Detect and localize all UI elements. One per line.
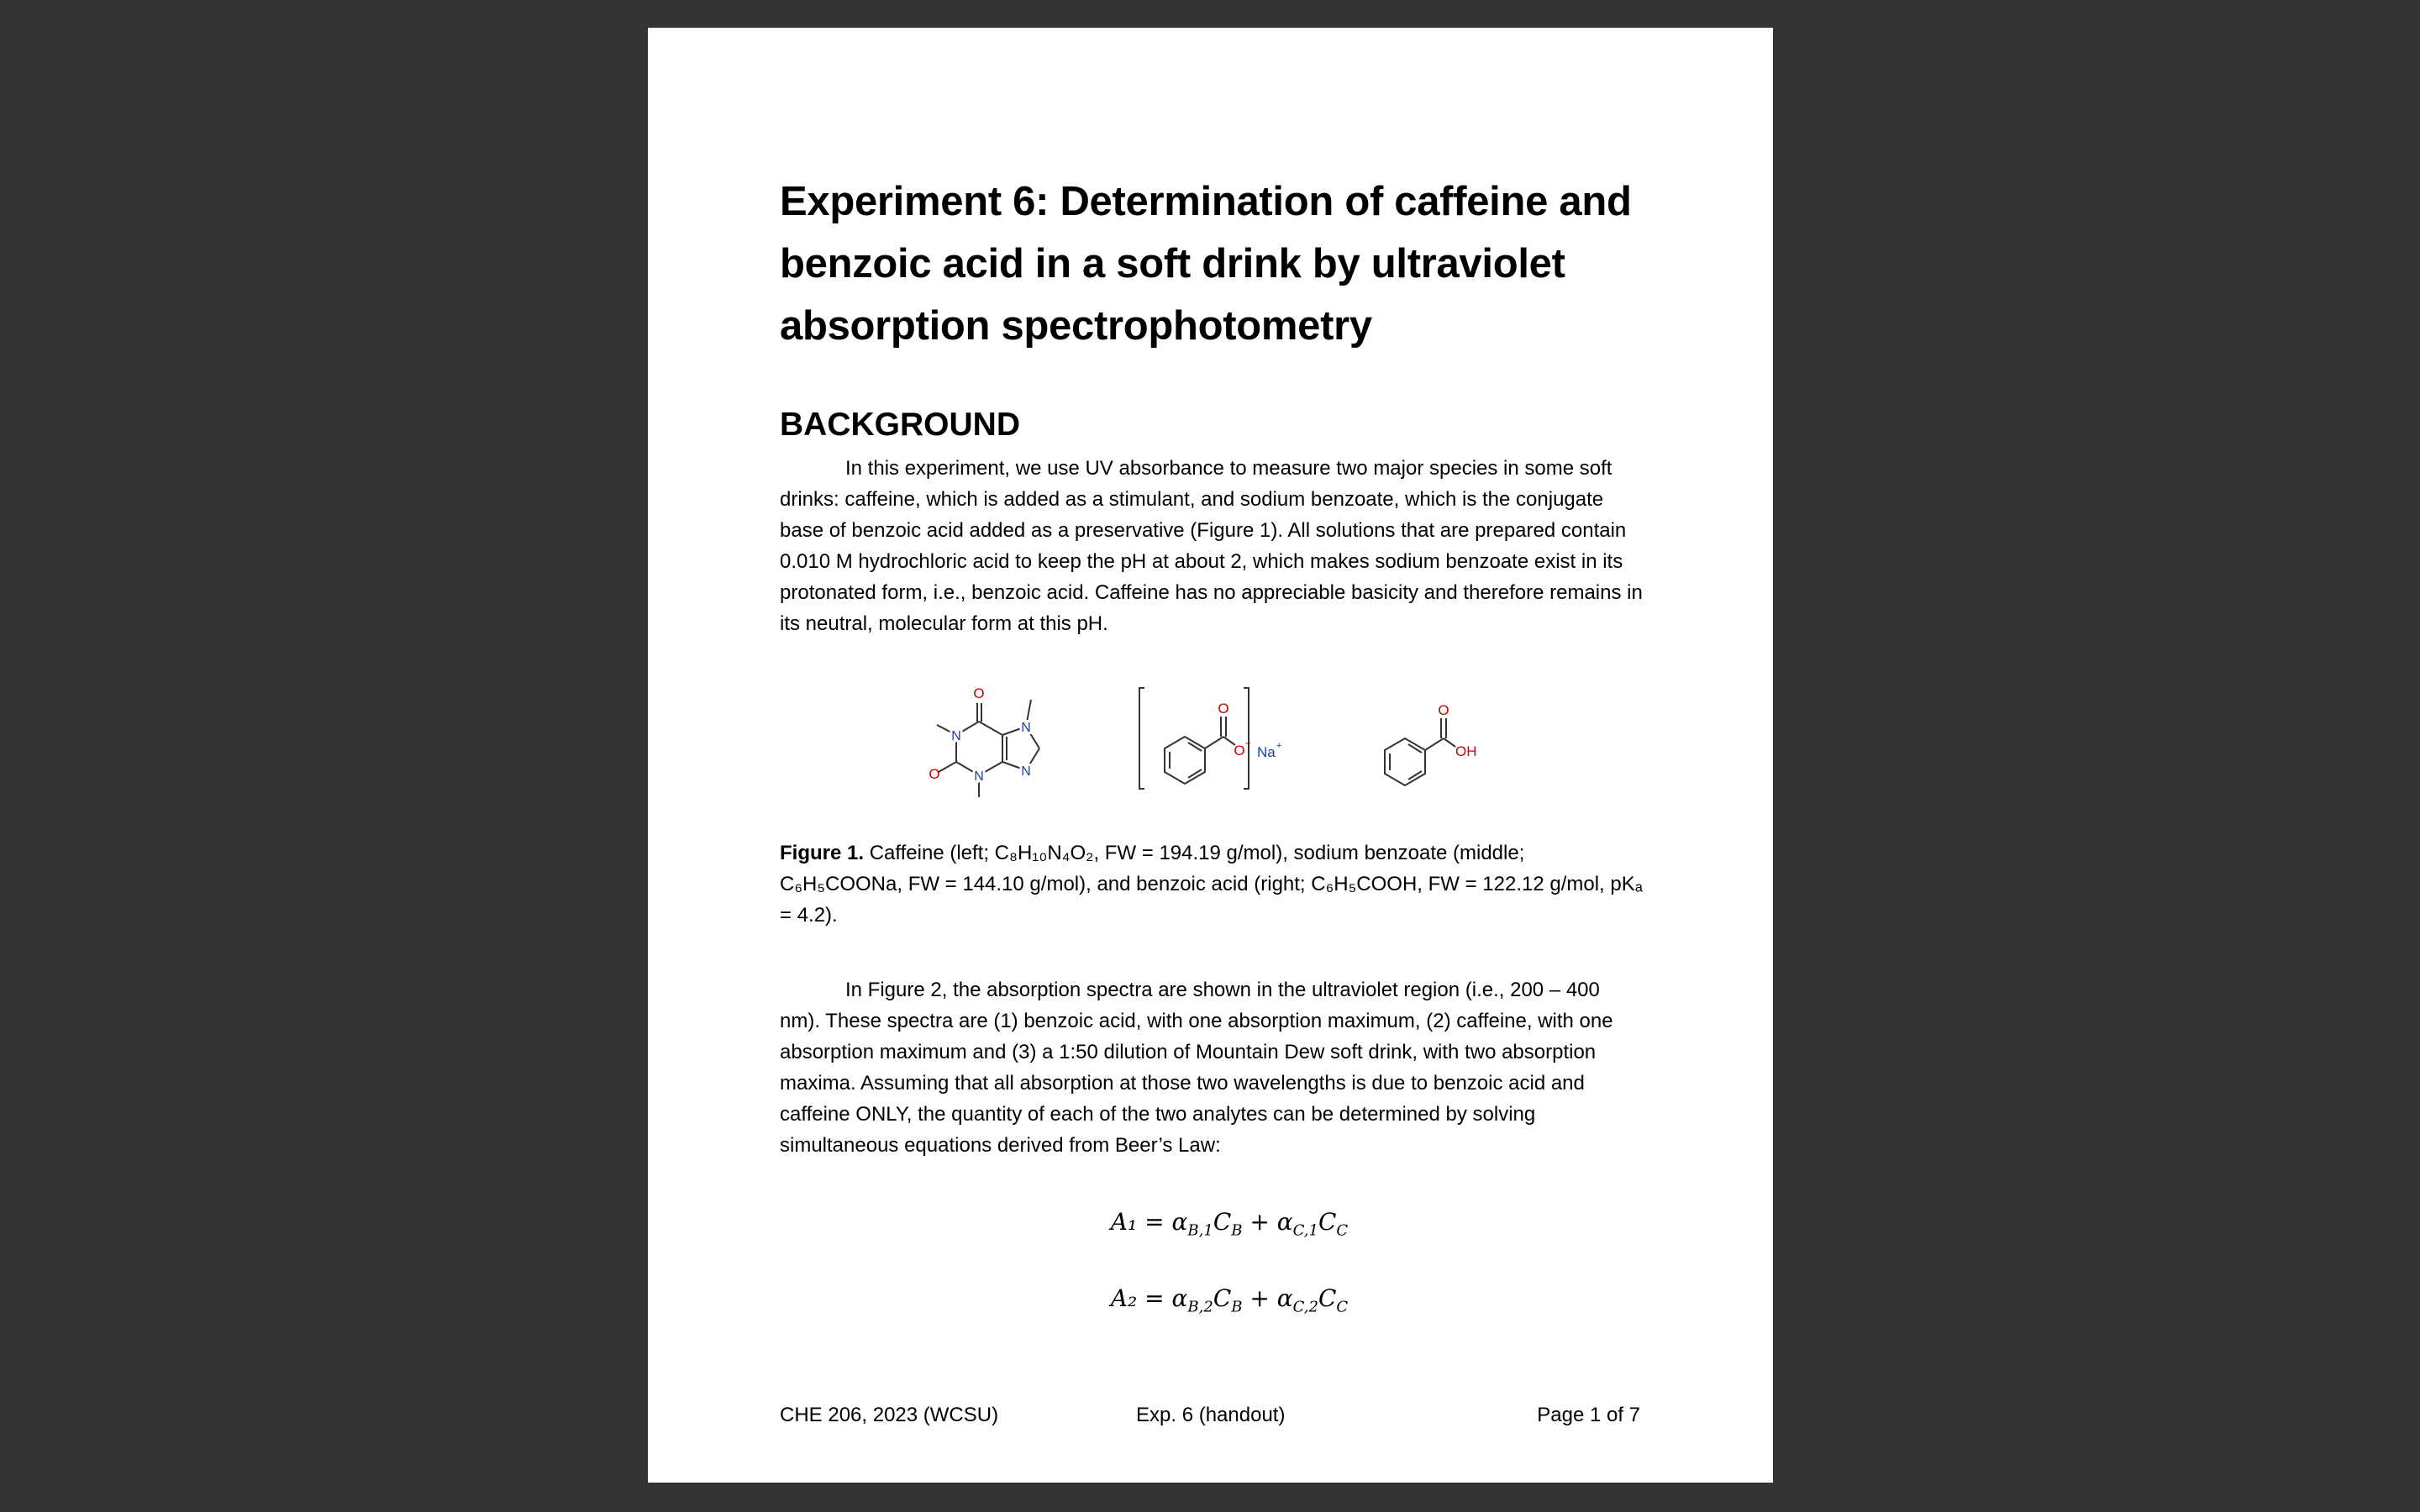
figure-1-caption-label: Figure 1. [780,842,865,864]
caffeine-nitrogen-1: N [951,729,961,743]
figure-1-structures [780,680,1645,829]
background-paragraph-1: In this experiment, we use UV absorbance to measure two major species in some soft drinks: caffeine, which is added as a stimulant, and sodium benzoate, which is the conjugate base of benzoic acid added as a preservative (Figure 1). All solutions that are prepared contain 0.010 M hydrochloric acid to keep the pH at about 2, which makes sodium benzoate exist in its protonated form, i.e., benzoic acid. Caffeine has no appreciable basicity and therefore remains in its neutral, molecular form at this pH. [780,457,1643,635]
section-heading-background: BACKGROUND [780,407,1020,443]
caffeine-nitrogen-9: N [1021,764,1031,779]
benzoic-acid-structure [1360,680,1494,829]
caffeine-structure [927,680,1078,829]
background-paragraph-2: In Figure 2, the absorption spectra are shown in the ultraviolet region (i.e., 200 – 400 nm). These spectra are (1) benzoic acid, with one absorption maximum, (2) caffeine, with one absorption maximum and (3) a 1:50 dilution of Mountain Dew soft drink, with two absorption maxima. Assuming that all absorption at those two wavelengths is due to benzoic acid and caffeine ONLY, the quantity of each of the two analytes can be determined by solving simultaneous equations derived from Beer’s Law: [780,979,1613,1157]
benzoate-oxygen-anion: O [1234,743,1245,759]
sodium-ion-charge: + [1276,741,1282,751]
page-content [780,171,1645,1360]
figure-1-caption-text: Caffeine (left; C₈H₁₀N₄O₂, FW = 194.19 g/mol), sodium benzoate (middle; C₆H₅COONa, FW = 144.10 g/mol), and benzoic acid (right; C₆H₅COOH, FW = 122.12 g/mol, pKₐ = 4.2). [780,842,1643,927]
benzoate-oxygen-carbonyl: O [1218,701,1229,717]
document-title: Experiment 6: Determination of caffeine and benzoic acid in a soft drink by ultraviolet absorption spectrophotometry [780,179,1632,349]
footer-course: CHE 206, 2023 (WCSU) [780,1404,999,1426]
equation-1: $A_1 = \alpha_{B,1}C_B + \alpha_{C,1}C_C$ [1110,1208,1349,1240]
caffeine-nitrogen-7: N [1021,721,1031,735]
caffeine-oxygen-left: O [929,766,940,782]
footer-page-number: Page 1 of 7 [1537,1404,1640,1426]
benzoate-negative-charge: − [1244,738,1251,749]
sodium-benzoate-structure [1133,680,1309,829]
caffeine-oxygen-top: O [973,685,985,701]
benzoic-acid-hydroxyl: OH [1455,743,1477,759]
benzoic-acid-oxygen-carbonyl: O [1438,702,1449,718]
equation-2: $A_2 = \alpha_{B,2}C_B + \alpha_{C,2}C_C$ [1110,1284,1349,1316]
beers-law-equations [780,1207,1645,1360]
sodium-ion-label: Na [1257,744,1276,760]
figure-1-caption [780,837,1645,931]
document-page [648,28,1773,1483]
caffeine-nitrogen-3: N [974,769,984,784]
footer-doc-label: Exp. 6 (handout) [1136,1404,1286,1426]
